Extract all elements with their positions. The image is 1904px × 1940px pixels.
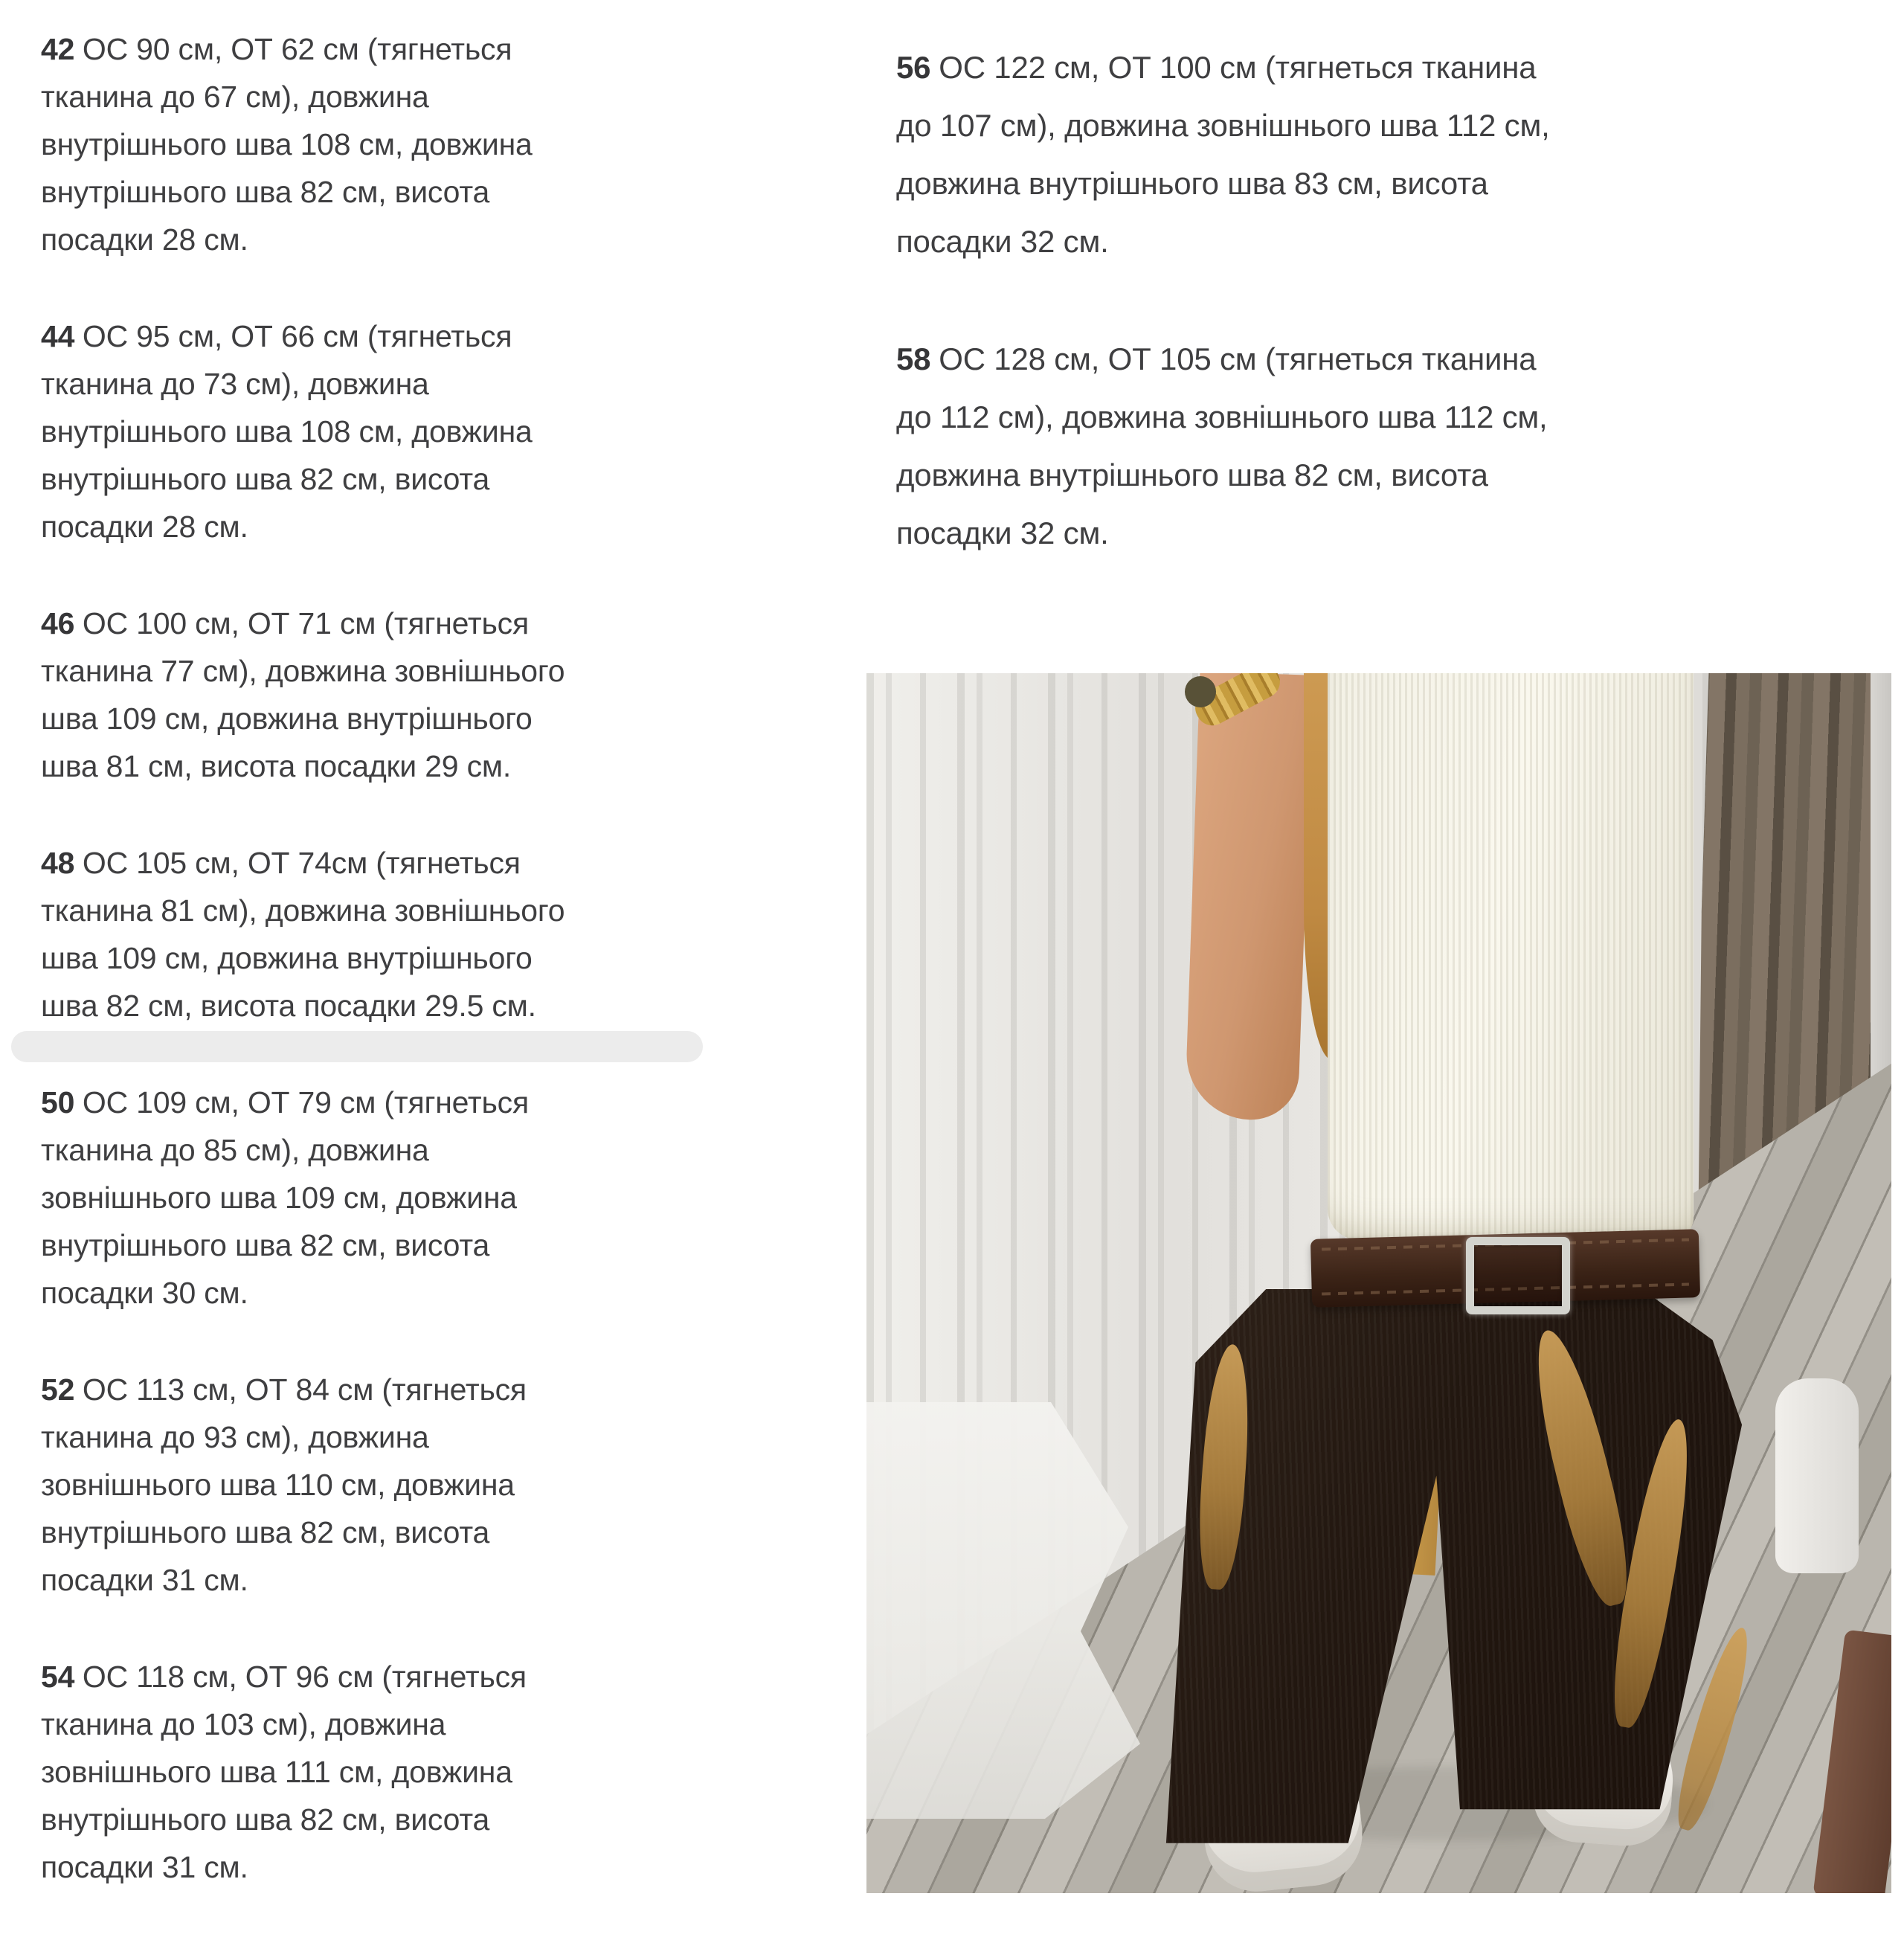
size-number: 58 <box>896 341 931 376</box>
size-details: ОС 109 см, ОТ 79 см (тягнеться тканина до 85 см), довжина зовнішнього шва 109 см, довжина внутрішнього шва 82 см, висота посадки 30 см. <box>41 1085 529 1310</box>
size-details: ОС 128 см, ОТ 105 см (тягнеться тканина до 112 см), довжина зовнішнього шва 112 см, довжина внутрішнього шва 82 см, висота посадки 32 см. <box>896 341 1548 550</box>
size-entry-44 <box>41 312 570 550</box>
size-guide-right-column <box>896 39 1551 622</box>
size-number: 44 <box>41 319 75 353</box>
size-details: ОС 90 см, ОТ 62 см (тягнеться тканина до 67 см), довжина внутрішнього шва 108 см, довжина внутрішнього шва 82 см, висота посадки 28 см. <box>41 32 533 257</box>
size-number: 52 <box>41 1372 75 1407</box>
size-details: ОС 118 см, ОТ 96 см (тягнеться тканина до 103 см), довжина зовнішнього шва 111 см, довжина внутрішнього шва 82 см, висота посадки 31 см. <box>41 1660 527 1884</box>
size-number: 42 <box>41 32 75 66</box>
size-number: 56 <box>896 50 931 85</box>
size-entry-42 <box>41 25 570 263</box>
product-photo[interactable] <box>866 673 1891 1893</box>
size-number: 46 <box>41 606 75 640</box>
size-details: ОС 113 см, ОТ 84 см (тягнеться тканина до 93 см), довжина зовнішнього шва 110 см, довжина внутрішнього шва 82 см, висота посадки 31 см. <box>41 1372 527 1597</box>
watch-face <box>1185 676 1216 707</box>
size-entry-50 <box>41 1079 570 1317</box>
size-entry-54 <box>41 1653 570 1891</box>
size-details: ОС 122 см, ОТ 100 см (тягнеться тканина до 107 см), довжина зовнішнього шва 112 см, довжина внутрішнього шва 83 см, висота посадки 32 см. <box>896 50 1550 259</box>
size-number: 54 <box>41 1660 75 1694</box>
size-entry-46 <box>41 600 570 790</box>
size-guide-left-column <box>41 25 570 1940</box>
size-details: ОС 105 см, ОТ 74см (тягнеться тканина 81 см), довжина зовнішнього шва 109 см, довжина внутрішнього шва 82 см, висота посадки 29.5 см. <box>41 846 565 1023</box>
size-entry-48 <box>41 839 570 1030</box>
ribbed-white-top <box>1328 673 1694 1240</box>
size-entry-56 <box>896 39 1551 271</box>
size-details: ОС 95 см, ОТ 66 см (тягнеться тканина до 73 см), довжина внутрішнього шва 108 см, довжина внутрішнього шва 82 см, висота посадки 28 см. <box>41 319 533 544</box>
size-number: 50 <box>41 1085 75 1120</box>
belt-buckle <box>1466 1237 1570 1314</box>
size-number: 48 <box>41 846 75 880</box>
white-stool <box>1775 1378 1859 1573</box>
size-entry-52 <box>41 1366 570 1604</box>
model-arm <box>1185 673 1313 1121</box>
size-details: ОС 100 см, ОТ 71 см (тягнеться тканина 77 см), довжина зовнішнього шва 109 см, довжина внутрішнього шва 81 см, висота посадки 29 см. <box>41 606 565 783</box>
size-entry-58 <box>896 330 1551 562</box>
